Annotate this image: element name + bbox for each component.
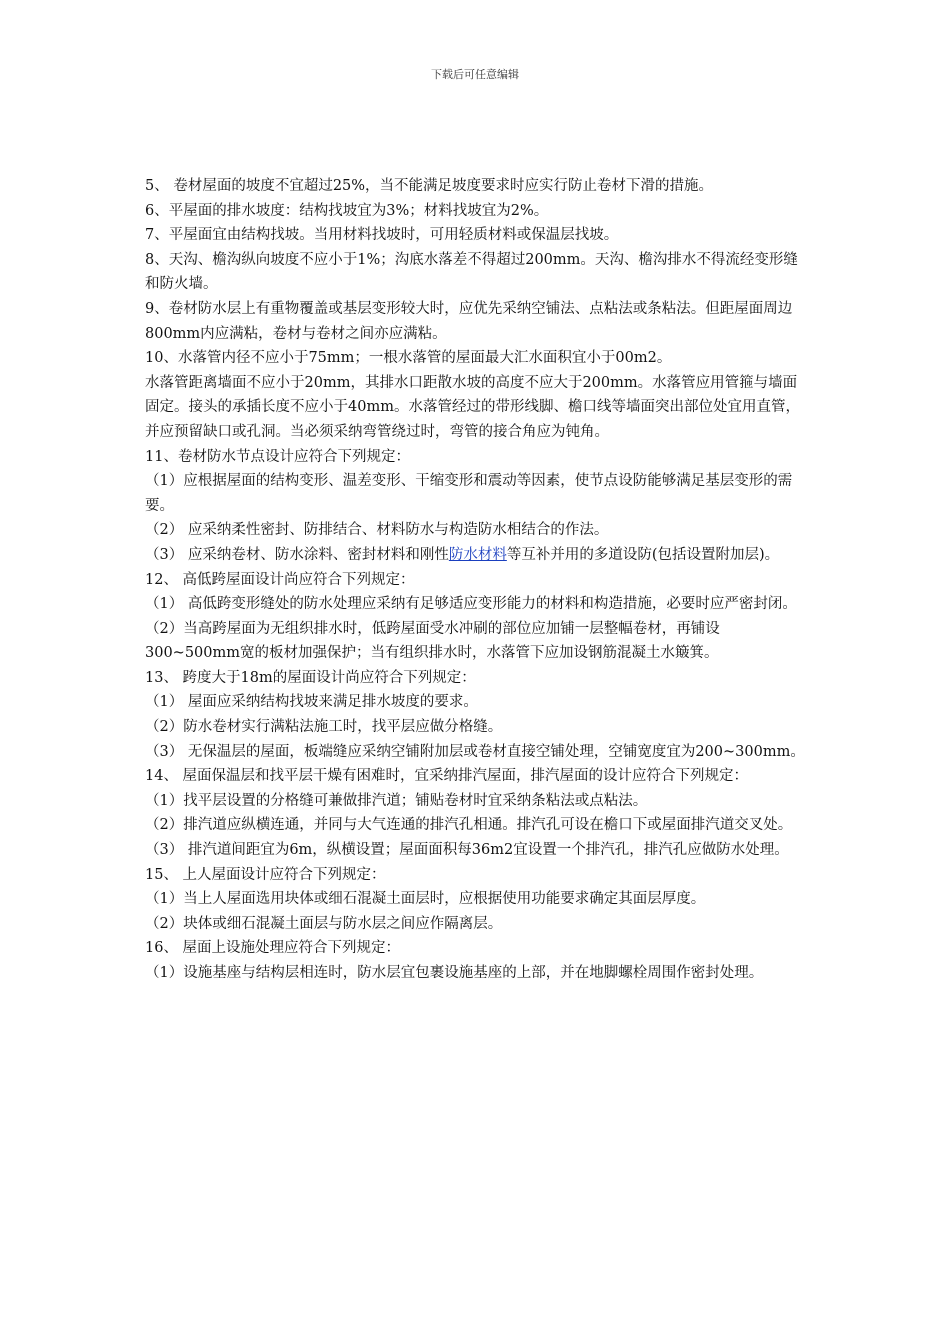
document-body	[145, 174, 810, 986]
paragraph-12-2: （2）当高跨屋面为无组织排水时，低跨屋面受水冲刷的部位应加铺一层整幅卷材，再铺设300~500mm宽的板材加强保护；当有组织排水时，水落管下应加设钢筋混凝土水簸箕。	[145, 620, 720, 662]
paragraph-15: 15、 上人屋面设计应符合下列规定：	[145, 866, 386, 883]
waterproof-material-link[interactable]: 防水材料	[448, 546, 507, 563]
paragraph-11-3	[145, 543, 810, 568]
paragraph-11-1: （1）应根据屋面的结构变形、温差变形、干缩变形和震动等因素，使节点设防能够满足基层变形的需要。	[145, 473, 793, 514]
paragraph-7: 7、平屋面宜由结构找坡。当用材料找坡时，可用轻质材料或保温层找坡。	[145, 227, 619, 244]
paragraph-15-1: （1）当上人屋面选用块体或细石混凝土面层时，应根据使用功能要求确定其面层厚度。	[145, 891, 706, 908]
paragraph-13-3: （3） 无保温层的屋面，板端缝应采纳空铺附加层或卷材直接空铺处理，空铺宽度宜为200~300mm。	[145, 743, 805, 760]
paragraph-11-3-after: 等互补并用的多道设防(包括设置附加层)。	[506, 546, 780, 563]
paragraph-14: 14、 屋面保温层和找平层干燥有困难时，宜采纳排汽屋面，排汽屋面的设计应符合下列规定：	[145, 768, 749, 785]
paragraph-5: 5、 卷材屋面的坡度不宜超过25%，当不能满足坡度要求时应实行防止卷材下滑的措施。	[145, 178, 714, 194]
paragraph-16-1: （1）设施基座与结构层相连时，防水层宜包裹设施基座的上部，并在地脚螺栓周围作密封处理。	[145, 965, 764, 981]
paragraph-12: 12、 高低跨屋面设计尚应符合下列规定：	[145, 571, 415, 588]
paragraph-13-2: （2）防水卷材实行满粘法施工时，找平层应做分格缝。	[145, 719, 503, 736]
paragraph-13-1: （1） 屋面应采纳结构找坡来满足排水坡度的要求。	[145, 694, 478, 711]
paragraph-11-2: （2） 应采纳柔性密封、防排结合、材料防水与构造防水相结合的作法。	[145, 522, 609, 539]
paragraph-12-1: （1） 高低跨变形缝处的防水处理应采纳有足够适应变形能力的材料和构造措施，必要时应严密封闭。	[145, 596, 797, 613]
paragraph-11-3-before: （3） 应采纳卷材、防水涂料、密封材料和刚性	[145, 546, 449, 563]
paragraph-14-3: （3） 排汽道间距宜为6m，纵横设置；屋面面积每36m2宜设置一个排汽孔，排汽孔应做防水处理。	[145, 842, 789, 859]
paragraph-10-detail: 水落管距离墙面不应小于20mm，其排水口距散水坡的高度不应大于200mm。水落管应用管箍与墙面固定。接头的承插长度不应小于40mm。水落管经过的带形线脚、檐口线等墙面突出部位处宜用直管，并应预留缺口或孔洞。当必须采纳弯管绕过时，弯管的接合角应为钝角。	[145, 374, 800, 440]
paragraph-14-1: （1）找平层设置的分格缝可兼做排汽道；铺贴卷材时宜采纳条粘法或点粘法。	[145, 792, 648, 809]
paragraph-14-2: （2）排汽道应纵横连通，并同与大气连通的排汽孔相通。排汽孔可设在檐口下或屋面排汽道交叉处。	[145, 817, 793, 834]
paragraph-11: 11、卷材防水节点设计应符合下列规定：	[145, 448, 410, 465]
page-header: 下载后可任意编辑	[431, 68, 519, 81]
paragraph-16: 16、 屋面上设施处理应符合下列规定：	[145, 940, 401, 957]
paragraph-13: 13、 跨度大于18m的屋面设计尚应符合下列规定：	[145, 669, 476, 686]
paragraph-15-2: （2）块体或细石混凝土面层与防水层之间应作隔离层。	[145, 915, 503, 932]
paragraph-10: 10、水落管内径不应小于75mm；一根水落管的屋面最大汇水面积宜小于00m2。	[145, 350, 672, 367]
paragraph-9: 9、卷材防水层上有重物覆盖或基层变形较大时，应优先采纳空铺法、点粘法或条粘法。但距屋面周边800mm内应满粘，卷材与卷材之间亦应满粘。	[145, 300, 793, 342]
paragraph-6: 6、平屋面的排水坡度：结构找坡宜为3%；材料找坡宜为2%。	[145, 202, 549, 219]
paragraph-8: 8、天沟、檐沟纵向坡度不应小于1%；沟底水落差不得超过200mm。天沟、檐沟排水不得流经变形缝和防火墙。	[145, 251, 798, 293]
